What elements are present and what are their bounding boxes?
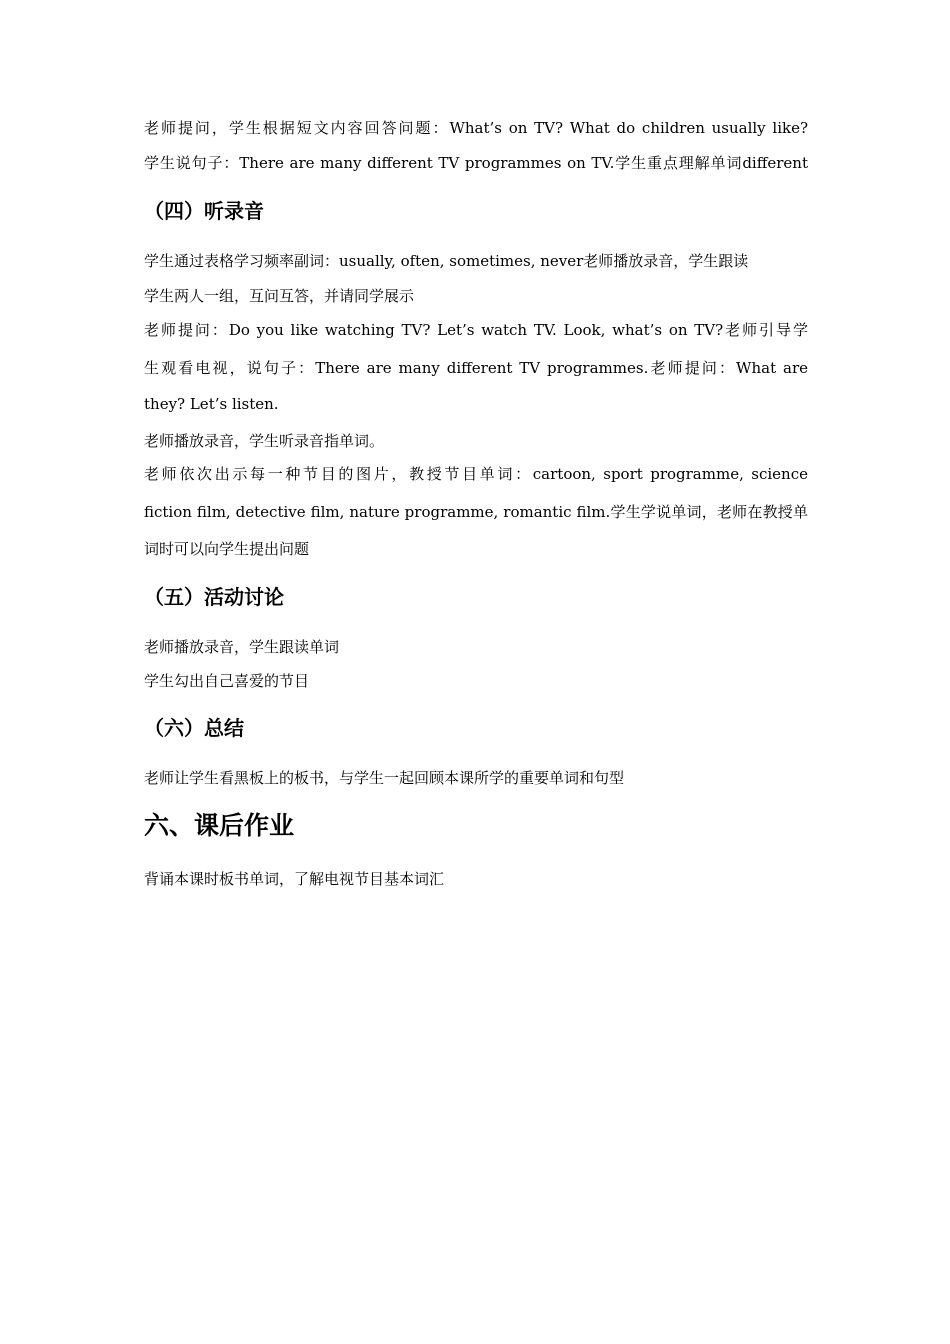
paragraph: 学生通过表格学习频率副词：usually, often, sometimes, never老师播放录音，学生跟读	[144, 252, 749, 270]
paragraph: 老师播放录音，学生听录音指单词。	[144, 432, 385, 450]
section-heading-summary: （六）总结	[144, 716, 244, 740]
section-heading-discuss: （五）活动讨论	[144, 585, 284, 609]
section-heading-homework: 六、课后作业	[144, 811, 295, 840]
paragraph-line: 学生说句子：There are many different TV programmes on TV.学生重点理解单词different	[144, 154, 808, 172]
paragraph: 老师播放录音，学生跟读单词	[144, 638, 340, 656]
paragraph-line: 词时可以向学生提出问题	[144, 540, 310, 558]
section-heading-listen: （四）听录音	[144, 199, 264, 223]
paragraph: 背诵本课时板书单词，了解电视节目基本词汇	[144, 870, 445, 888]
paragraph: 老师让学生看黑板上的板书，与学生一起回顾本课所学的重要单词和句型	[144, 769, 625, 787]
paragraph-line: fiction film, detective film, nature programme, romantic film.学生学说单词，老师在教授单	[144, 503, 808, 521]
paragraph-line: 老师依次出示每一种节目的图片，教授节目单词：cartoon, sport programme, science	[144, 465, 808, 483]
paragraph: 学生两人一组，互问互答，并请同学展示	[144, 287, 415, 305]
paragraph-line: 生观看电视，说句子：There are many different TV programmes.老师提问：What are	[144, 359, 808, 377]
paragraph-line: they? Let’s listen.	[144, 395, 279, 413]
paragraph-line: 老师提问，学生根据短文内容回答问题：What’s on TV? What do children usually like?	[144, 119, 808, 137]
paragraph-line: 老师提问：Do you like watching TV? Let’s watch TV. Look, what’s on TV?老师引导学	[144, 321, 808, 339]
paragraph: 学生勾出自己喜爱的节目	[144, 672, 310, 690]
